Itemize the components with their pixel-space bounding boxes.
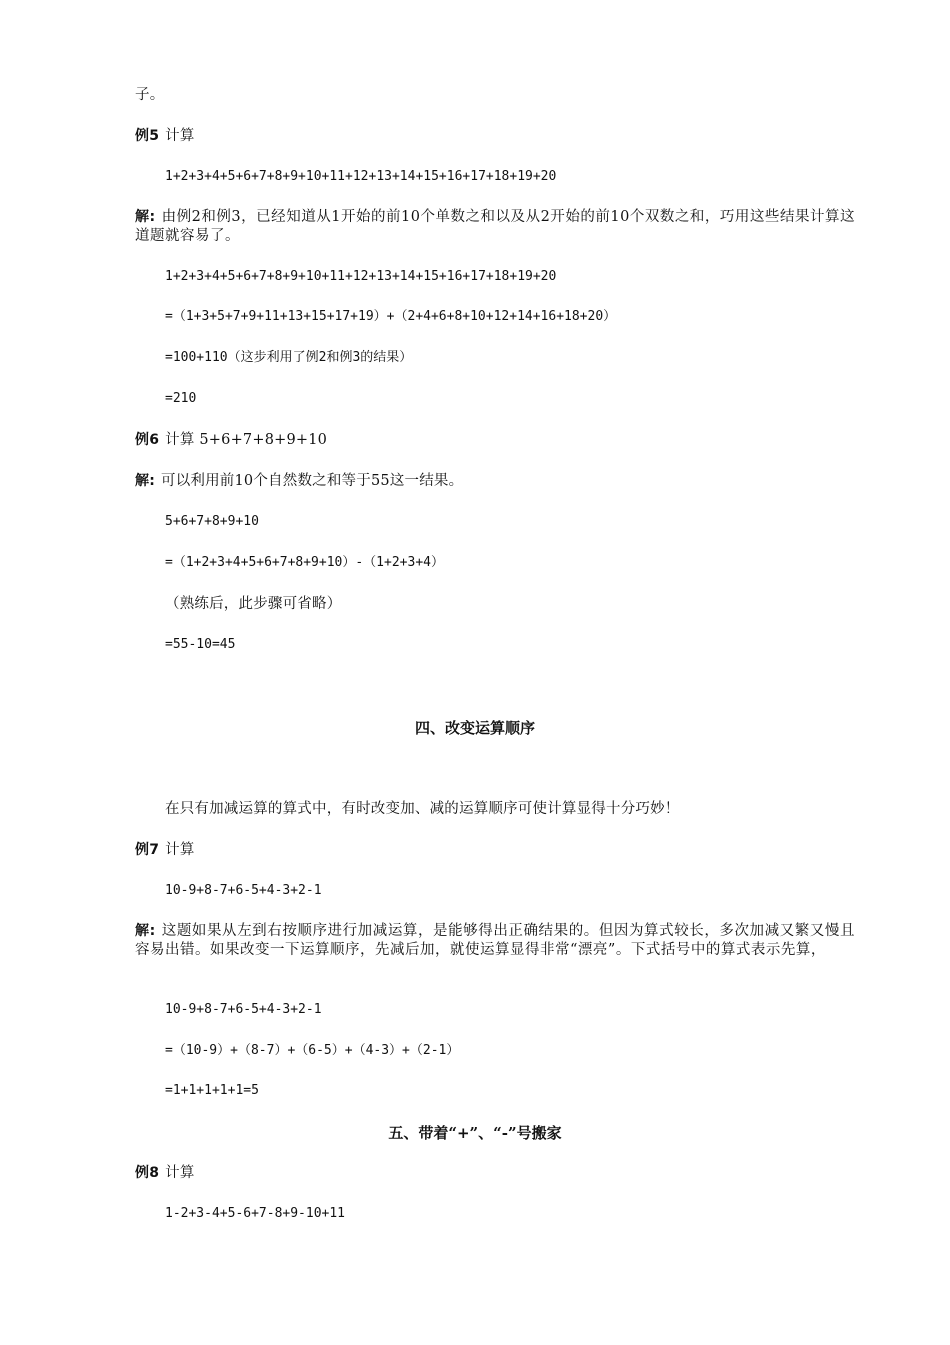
example-7-title: 计算 xyxy=(165,842,195,858)
example-8-header xyxy=(135,1164,195,1182)
example-5-step-4: =210 xyxy=(165,391,197,406)
example-6-step-note: （熟练后，此步骤可省略） xyxy=(165,596,342,612)
example-6-label: 例6 xyxy=(135,432,160,448)
example-5-step-2: =（1+3+5+7+9+11+13+15+17+19）+（2+4+6+8+10+12+14+16+18+20） xyxy=(165,309,617,324)
example-6-solution xyxy=(135,472,463,490)
example-7-solution-label: 解: xyxy=(135,923,156,939)
section-5-heading: 五、带着“+”、“-”号搬家 xyxy=(388,1124,562,1142)
example-6-title: 计算 5+6+7+8+9+10 xyxy=(165,432,328,448)
example-6-solution-label: 解: xyxy=(135,473,155,489)
example-7-step-1: 10-9+8-7+6-5+4-3+2-1 xyxy=(165,1002,322,1017)
intro-tail-text: 子。 xyxy=(135,87,165,103)
example-7-solution xyxy=(135,922,855,960)
example-7-problem: 10-9+8-7+6-5+4-3+2-1 xyxy=(165,883,322,898)
example-5-label: 例5 xyxy=(135,128,160,144)
example-5-solution-text: 由例2和例3，已经知道从1开始的前10个单数之和以及从2开始的前10个双数之和，巧用这些结果计算这道题就容易了。 xyxy=(135,209,855,244)
example-8-problem: 1-2+3-4+5-6+7-8+9-10+11 xyxy=(165,1206,346,1221)
example-5-problem: 1+2+3+4+5+6+7+8+9+10+11+12+13+14+15+16+17+18+19+20 xyxy=(165,169,557,184)
example-7-solution-text: 这题如果从左到右按顺序进行加减运算，是能够得出正确结果的。但因为算式较长，多次加减又繁又慢且容易出错。如果改变一下运算顺序，先减后加，就使运算显得非常“漂亮”。下式括号中的算式表示先算， xyxy=(135,923,855,958)
example-6-step-1: 5+6+7+8+9+10 xyxy=(165,514,259,529)
section-4-intro: 在只有加减运算的算式中，有时改变加、减的运算顺序可使计算显得十分巧妙！ xyxy=(165,801,680,817)
example-5-step-3: =100+110（这步利用了例2和例3的结果） xyxy=(165,350,413,365)
example-8-label: 例8 xyxy=(135,1165,160,1181)
example-6-header xyxy=(135,431,327,449)
example-7-label: 例7 xyxy=(135,842,160,858)
example-6-step-2: =（1+2+3+4+5+6+7+8+9+10）-（1+2+3+4） xyxy=(165,555,444,570)
example-5-solution xyxy=(135,208,855,246)
example-5-header xyxy=(135,127,195,145)
example-8-title: 计算 xyxy=(165,1165,195,1181)
example-7-header xyxy=(135,841,195,859)
example-6-solution-text: 可以利用前10个自然数之和等于55这一结果。 xyxy=(161,473,464,489)
example-7-step-3: =1+1+1+1+1=5 xyxy=(165,1083,259,1098)
example-5-step-1: 1+2+3+4+5+6+7+8+9+10+11+12+13+14+15+16+17+18+19+20 xyxy=(165,269,557,284)
example-7-step-2: =（10-9）+（8-7）+（6-5）+（4-3）+（2-1） xyxy=(165,1043,460,1058)
section-4-heading: 四、改变运算顺序 xyxy=(414,719,535,737)
example-5-solution-label: 解: xyxy=(135,209,156,225)
example-6-step-4: =55-10=45 xyxy=(165,637,236,652)
example-5-title: 计算 xyxy=(165,128,195,144)
